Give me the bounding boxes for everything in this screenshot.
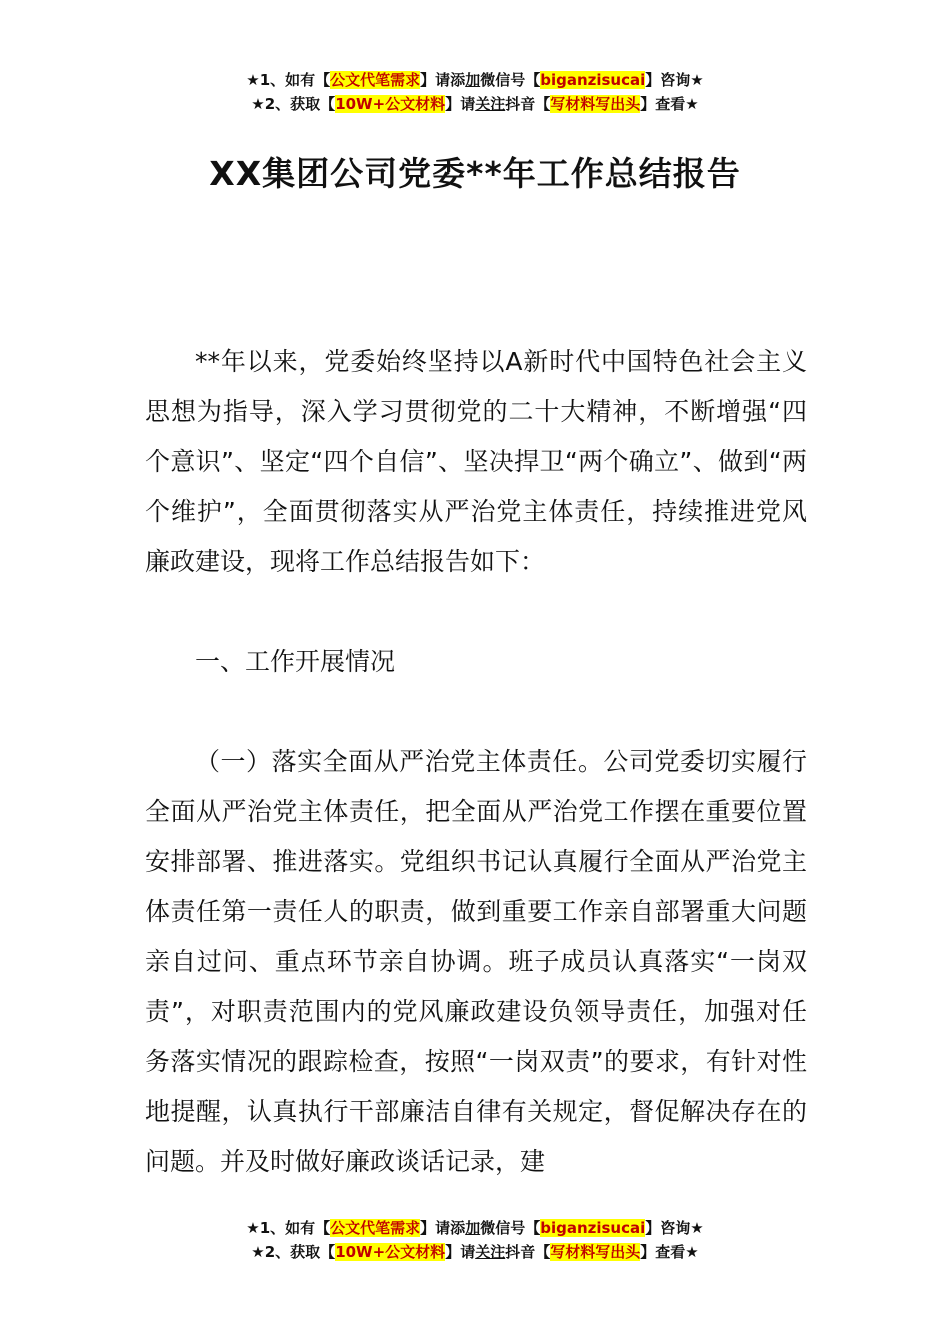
- promo-banner-top: [0, 68, 950, 116]
- promo-banner-bottom: [0, 1216, 950, 1264]
- promo-text: 微信号【: [480, 71, 541, 89]
- promo-text: ★1、如有【: [246, 1219, 331, 1237]
- promo-text: 抖音【: [505, 1243, 551, 1261]
- promo-text: 】咨询★: [645, 71, 704, 89]
- promo-highlight: 写材料写出头: [550, 95, 641, 113]
- promo-text: 】请添: [420, 1219, 466, 1237]
- promo-text: 】查看★: [640, 95, 699, 113]
- promo-text: 抖音【: [505, 95, 551, 113]
- promo-highlight: 公文代笔需求: [330, 71, 421, 89]
- promo-highlight: biganzisucai: [540, 1219, 646, 1237]
- promo-text: 】请: [445, 95, 476, 113]
- promo-highlight: biganzisucai: [540, 71, 646, 89]
- promo-underline: 加: [465, 71, 481, 89]
- promo-text: 】请添: [420, 71, 466, 89]
- promo-text: ★1、如有【: [246, 71, 331, 89]
- promo-text: 微信号【: [480, 1219, 541, 1237]
- section-paragraph: （一）落实全面从严治党主体责任。公司党委切实履行全面从严治党主体责任，把全面从严治党工作摆在重要位置安排部署、推进落实。党组织书记认真履行全面从严治党主体责任第一责任人的职责，做到重要工作亲自部署重大问题亲自过问、重点环节亲自协调。班子成员认真落实“一岗双责”，对职责范围内的党风廉政建设负领导责任，加强对任务落实情况的跟踪检查，按照“一岗双责”的要求，有针对性地提醒，认真执行干部廉洁自律有关规定，督促解决存在的问题。并及时做好廉政谈话记录，建: [145, 747, 807, 1176]
- promo-line-1: [0, 1216, 950, 1240]
- promo-highlight: 公文代笔需求: [330, 1219, 421, 1237]
- section-heading: 一、工作开展情况: [195, 647, 396, 676]
- promo-text: ★2、获取【: [251, 1243, 336, 1261]
- promo-highlight: 10W+公文材料: [335, 1243, 446, 1261]
- promo-text: 】咨询★: [645, 1219, 704, 1237]
- promo-text: ★2、获取【: [251, 95, 336, 113]
- promo-text: 】请: [445, 1243, 476, 1261]
- promo-line-2: [0, 92, 950, 116]
- promo-highlight: 10W+公文材料: [335, 95, 446, 113]
- promo-text: 】查看★: [640, 1243, 699, 1261]
- promo-underline: 关注: [475, 1243, 506, 1261]
- document-title: XX集团公司党委**年工作总结报告: [209, 154, 741, 193]
- promo-highlight: 写材料写出头: [550, 1243, 641, 1261]
- promo-line-2: [0, 1240, 950, 1264]
- promo-underline: 关注: [475, 95, 506, 113]
- promo-underline: 加: [465, 1219, 481, 1237]
- intro-paragraph: **年以来，党委始终坚持以A新时代中国特色社会主义思想为指导，深入学习贯彻党的二十大精神，不断增强“四个意识”、坚定“四个自信”、坚决捍卫“两个确立”、做到“两个维护”，全面贯彻落实从严治党主体责任，持续推进党风廉政建设，现将工作总结报告如下：: [145, 347, 807, 576]
- promo-line-1: [0, 68, 950, 92]
